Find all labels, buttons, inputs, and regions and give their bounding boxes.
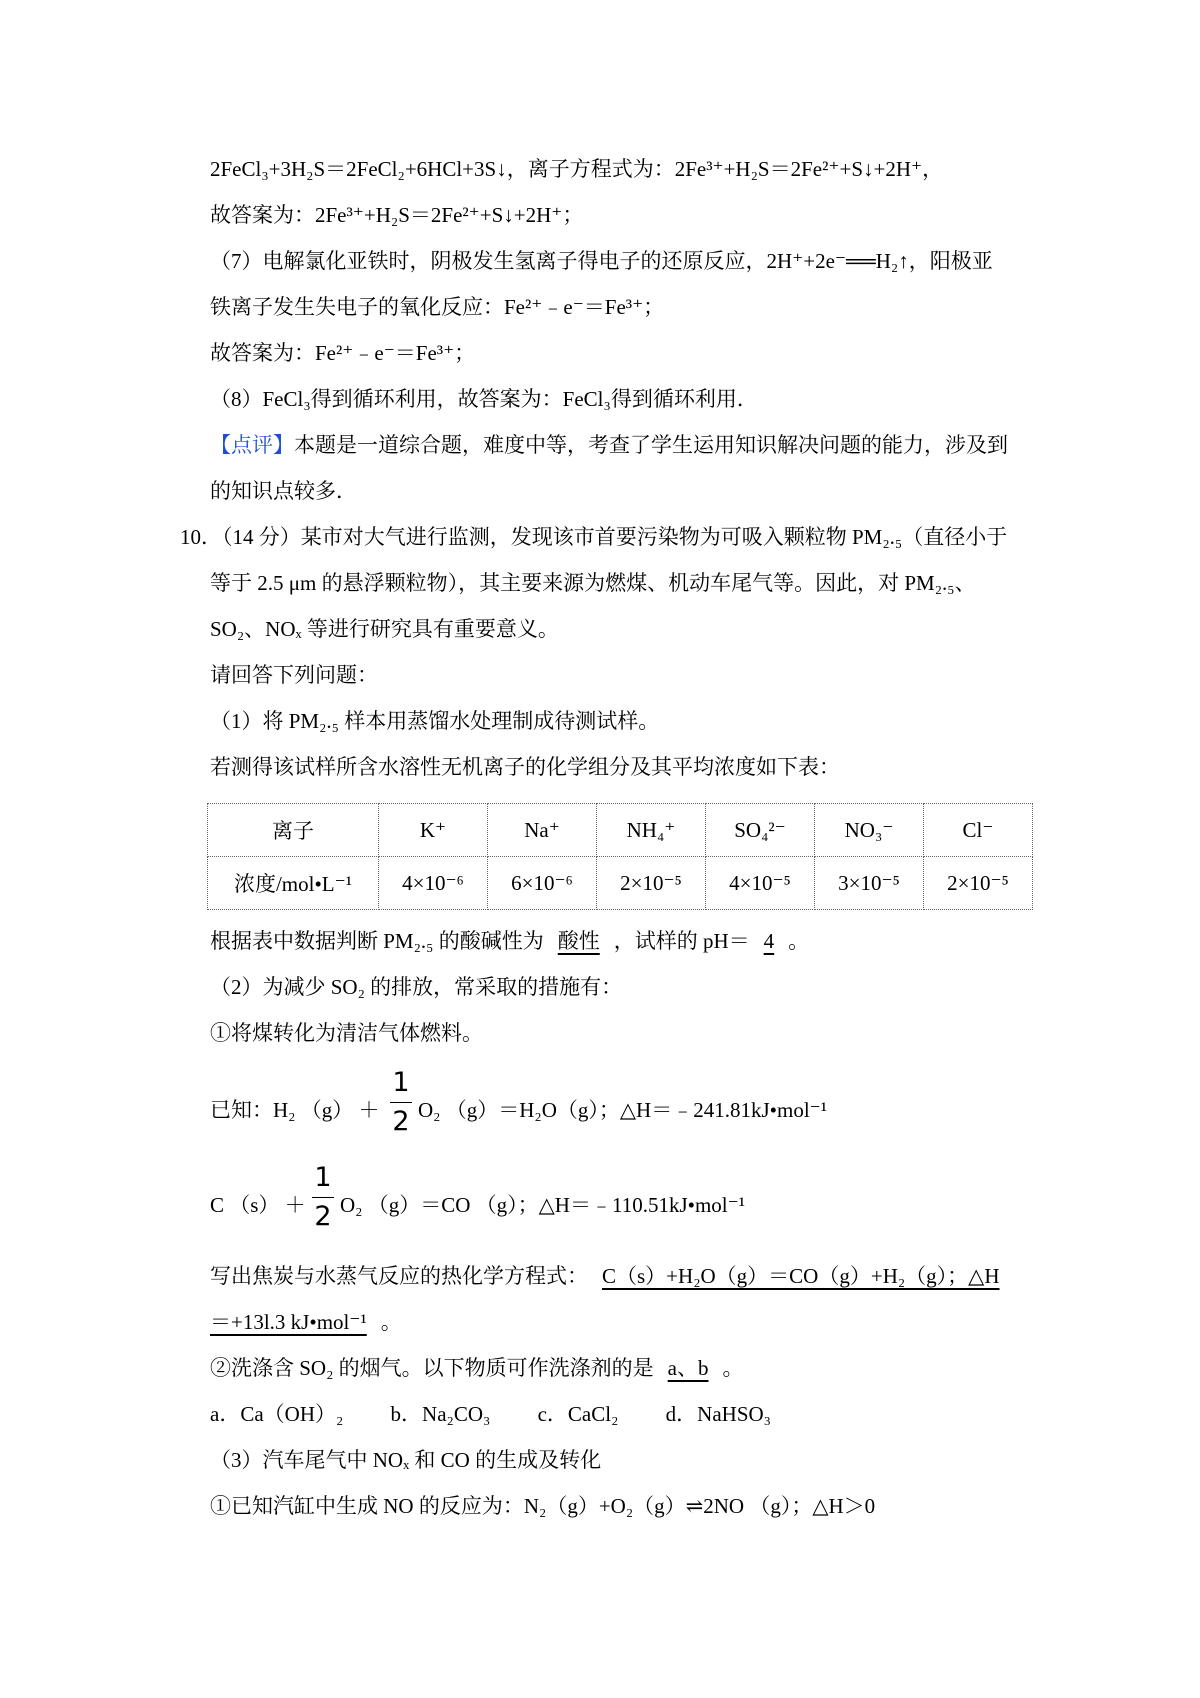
answer-line-3: （7）电解氯化亚铁时，阴极发生氢离子得电子的还原反应，2H⁺+2e⁻══H₂↑，阳极亚: [210, 249, 993, 273]
table-row: [208, 857, 1033, 910]
part-2-line-1: （2）为减少 SO₂ 的排放，常采取的措施有：: [210, 975, 623, 999]
answer-prefix: ②洗涤含 SO₂ 的烟气。以下物质可作洗涤剂的是: [210, 1356, 654, 1380]
answer-line-6: （8）FeCl₃得到循环利用，故答案为：FeCl₃得到循环利用．: [210, 387, 758, 411]
table-header-cell: NO₃⁻: [815, 804, 924, 857]
table-header-cell: 离子: [208, 804, 379, 857]
fraction-numerator: 1: [392, 1067, 410, 1098]
answer-middle: ，试样的 pH＝: [613, 929, 750, 953]
ion-concentration-table: [207, 803, 1033, 910]
table-cell: 3×10⁻⁵: [815, 857, 924, 910]
fraction-one-half: [388, 1068, 414, 1137]
question-10-line-1: 10．（14 分）某市对大气进行监测，发现该市首要污染物为可吸入颗粒物 PM₂.₅（直径小于: [180, 525, 1008, 549]
fraction-denominator: 2: [392, 1106, 410, 1137]
equation-1-right: O₂ （g）＝H₂O（g）；△H＝﹣241.81kJ•mol⁻¹: [418, 1098, 828, 1122]
table-cell: 4×10⁻⁶: [379, 857, 488, 910]
table-header-cell: Cl⁻: [924, 804, 1033, 857]
comment-line-1: [210, 430, 1008, 460]
answer-blank-acidity: 酸性: [557, 929, 600, 953]
part-2-answer-line-2: [210, 1307, 402, 1337]
table-header-cell: NH₄⁺: [597, 804, 706, 857]
table-header-cell: Na⁺: [488, 804, 597, 857]
answer-end: 。: [380, 1310, 402, 1334]
answer-blank-enthalpy: ＝+13l.3 kJ•mol⁻¹: [210, 1310, 367, 1334]
table-cell: 4×10⁻⁵: [706, 857, 815, 910]
question-10-line-3: SO₂、NOₓ 等进行研究具有重要意义。: [210, 617, 559, 641]
answer-blank-ph: 4: [763, 929, 775, 953]
table-cell: 浓度/mol•L⁻¹: [208, 857, 379, 910]
part-3-line-1: （3）汽车尾气中 NOₓ 和 CO 的生成及转化: [210, 1448, 602, 1472]
answer-blank-equation: C（s）+H₂O（g）＝CO（g）+H₂（g）；△H: [602, 1264, 1000, 1288]
question-10-line-2: 等于 2.5 μm 的悬浮颗粒物），其主要来源为燃煤、机动车尾气等。因此，对 PM₂.₅、: [210, 571, 976, 595]
equation-2-left: C （s） ＋: [210, 1193, 306, 1217]
part-1-line-1: （1）将 PM₂.₅ 样本用蒸馏水处理制成待测试样。: [210, 709, 660, 733]
fraction-one-half: [310, 1163, 336, 1232]
answer-line-5: 故答案为：Fe²⁺﹣e⁻＝Fe³⁺；: [210, 341, 476, 365]
part-2-answer-line-1: [210, 1261, 1014, 1291]
answer-prefix: 根据表中数据判断 PM₂.₅ 的酸碱性为: [210, 929, 544, 953]
part-1-answer-line: [210, 926, 809, 956]
question-10-line-4: 请回答下列问题：: [210, 663, 378, 687]
part-2-wash-line: [210, 1353, 744, 1383]
answer-prefix: 写出焦炭与水蒸气反应的热化学方程式：: [210, 1264, 588, 1288]
answer-line-2: 故答案为：2Fe³⁺+H₂S＝2Fe²⁺+S↓+2H⁺；: [210, 203, 584, 227]
answer-blank-detergent: a、b: [667, 1356, 709, 1380]
table-cell: 6×10⁻⁶: [488, 857, 597, 910]
table-header-row: [208, 804, 1033, 857]
table-cell: 2×10⁻⁵: [597, 857, 706, 910]
equation-2-right: O₂ （g）＝CO （g）；△H＝﹣110.51kJ•mol⁻¹: [340, 1193, 746, 1217]
part-2-line-2: ①将煤转化为清洁气体燃料。: [210, 1021, 483, 1045]
comment-text: 本题是一道综合题，难度中等，考查了学生运用知识解决问题的能力，涉及到: [294, 433, 1008, 457]
table-header-cell: SO₄²⁻: [706, 804, 815, 857]
answer-line-4: 铁离子发生失电子的氧化反应：Fe²⁺﹣e⁻＝Fe³⁺；: [210, 295, 665, 319]
answer-line-1: 2FeCl₃+3H₂S＝2FeCl₂+6HCl+3S↓，离子方程式为：2Fe³⁺+H₂S＝2Fe²⁺+S↓+2H⁺，: [210, 157, 944, 181]
equation-1-left: 已知：H₂ （g） ＋: [210, 1098, 380, 1122]
answer-end: 。: [722, 1356, 744, 1380]
fraction-numerator: 1: [314, 1162, 332, 1193]
comment-line-2: 的知识点较多．: [210, 479, 357, 503]
answer-end: 。: [788, 929, 810, 953]
fraction-bar: [390, 1102, 412, 1103]
comment-tag: 【点评】: [210, 433, 294, 457]
part-1-line-2: 若测得该试样所含水溶性无机离子的化学组分及其平均浓度如下表：: [210, 755, 840, 779]
table-cell: 2×10⁻⁵: [924, 857, 1033, 910]
table-header-cell: K⁺: [379, 804, 488, 857]
fraction-bar: [312, 1197, 334, 1198]
fraction-denominator: 2: [314, 1201, 332, 1232]
options-line: a．Ca（OH）₂ b．Na₂CO₃ c．CaCl₂ d．NaHSO₃: [210, 1402, 771, 1426]
part-3-line-2: ①已知汽缸中生成 NO 的反应为：N₂（g）+O₂（g）⇌2NO （g）；△H＞0: [210, 1494, 876, 1518]
